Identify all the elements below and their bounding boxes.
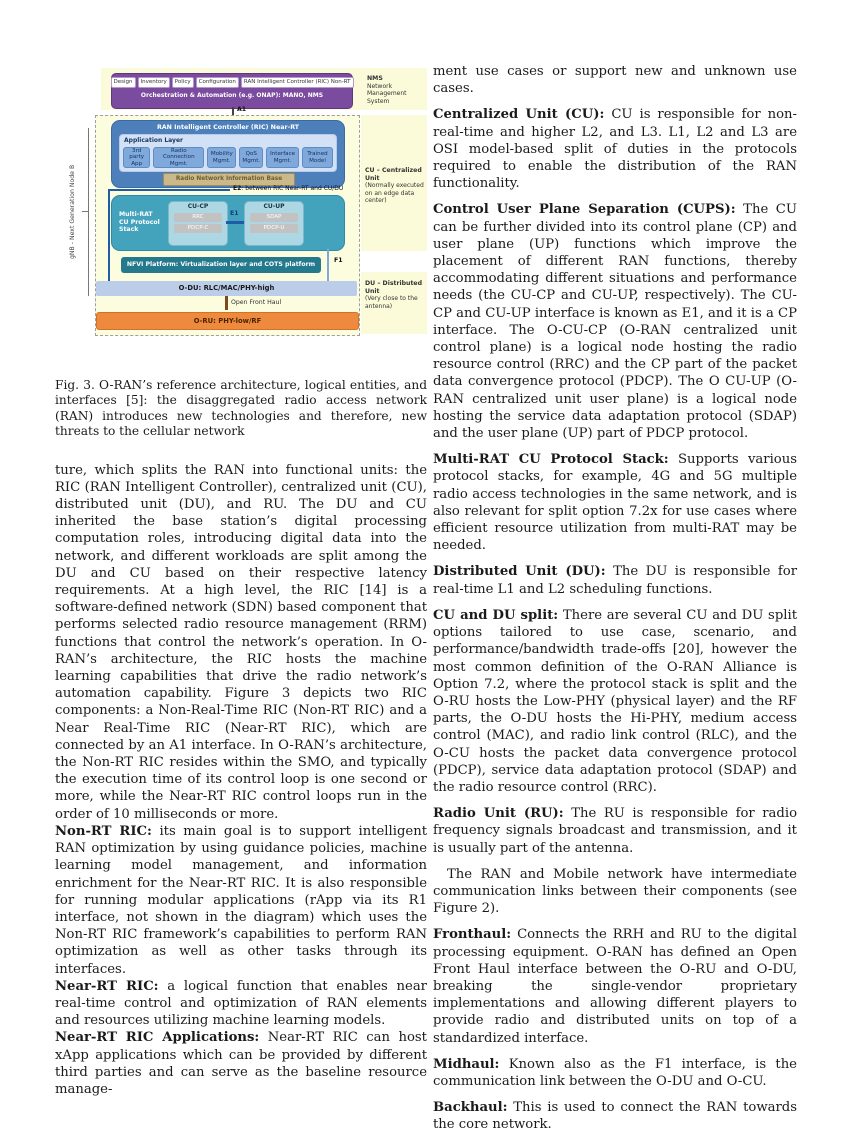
pdcp-u-chip: PDCP-U [250, 224, 298, 234]
f1-line [327, 249, 329, 281]
paragraph-multi-rat [433, 451, 797, 554]
du-side-label [361, 272, 427, 310]
paragraph-non-rt-ric [55, 823, 427, 978]
paragraph-cups [433, 201, 797, 442]
term-fronthaul: Fronthaul: [433, 927, 512, 943]
oru-bar: O-RU: PHY-low/RF [96, 312, 359, 330]
nfvi-box: NFVI Platform: Virtualization layer and COTS platform [121, 257, 321, 273]
text-non-rt-ric: its main goal is to support intelligent RAN optimization by using guidance policies, machine learning model management, and information enrichment for the Near-RT RIC. It is also responsible for running modular applications (rApp via its R1 interface, not shown in the diagram) which uses the Non-RT RIC framework’s capabilities to perform RAN optimization as well as other tasks through its interfaces. [55, 823, 427, 977]
near-rt-ric-box [111, 120, 345, 188]
paragraph-fronthaul [433, 926, 797, 1046]
cu-side-panel [361, 115, 427, 251]
paragraph-ran-mobile-links: The RAN and Mobile network have intermediate communication links between their components (see Figure 2). [433, 866, 797, 917]
nms-title: NMS [367, 75, 383, 82]
odu-bar: O-DU: RLC/MAC/PHY-high [96, 281, 357, 296]
cu-up-box [244, 201, 304, 246]
paragraph-continuation: ment use cases or support new and unknown use cases. [433, 64, 797, 97]
cu-side-desc: (Normally executed on an edge data center) [365, 182, 424, 204]
e1-label: E1 [230, 210, 239, 217]
application-layer-box [119, 134, 337, 172]
a1-label: A1 [237, 106, 247, 113]
smo-box [111, 73, 353, 109]
text-distributed-unit: The DU is responsible for real-time L1 and L2 scheduling functions. [433, 564, 798, 597]
right-column [433, 63, 797, 1143]
f1-label: F1 [334, 257, 343, 264]
smo-tab-inventory: Inventory [138, 77, 170, 88]
text-centralized-unit: CU is responsible for non-real-time and higher L2, and L3. L1, L2 and L3 are OSI model-based split of duties in the protocols required to enable the distribution of the RAN functionality. [433, 107, 797, 192]
app-radio-connection-mgmt: Radio Connection Mgmt. [153, 147, 204, 168]
term-distributed-unit: Distributed Unit (DU): [433, 564, 606, 580]
rrc-chip: RRC [174, 213, 222, 223]
app-qos-mgmt: QoS Mgmt. [239, 147, 263, 168]
paragraph-distributed-unit [433, 563, 797, 597]
text-radio-unit: The RU is responsible for radio frequency signals broadcast and transmission, and it is usually part of the antenna. [433, 806, 798, 856]
pdcp-c-chip: PDCP-C [174, 224, 222, 234]
e2-line-vertical [108, 189, 110, 285]
app-interface-mgmt: Interface Mgmt. [266, 147, 299, 168]
du-side-title: DU – Distributed Unit [365, 280, 423, 295]
text-near-rt-ric: a logical function that enables near real-time control and optimization of RAN elements and resources utilizing machine learning models. [55, 978, 427, 1029]
rnib-box: Radio Network Information Base [163, 173, 295, 186]
nms-side-label [367, 75, 425, 105]
paragraph-cu-du-split [433, 607, 797, 796]
term-midhaul: Midhaul: [433, 1056, 500, 1072]
paragraph-midhaul [433, 1056, 797, 1090]
app-mobility-mgmt: Mobility Mgmt. [207, 147, 236, 168]
smo-tab-design: Design [111, 77, 136, 88]
term-cups: Control User Plane Separation (CUPS): [433, 202, 736, 218]
fronthaul-line [225, 296, 228, 310]
cu-up-title: CU-UP [263, 203, 285, 210]
term-near-rt-ric-apps: Near-RT RIC Applications: [55, 1030, 260, 1046]
smo-tab-ric-non-rt: RAN Intelligent Controller (RIC) Non-RT [241, 77, 354, 88]
e2-label-rest: : between RIC Near-RT and CU/DU [241, 185, 344, 192]
gnb-label: gNB - Next Generation Node B [69, 164, 76, 260]
paragraph-architecture: ture, which splits the RAN into functional units: the RIC (RAN Intelligent Controller), centralized unit (CU), distributed unit (DU), and RU. The DU and CU inherited the base station’s digital processing computation roles, introducing digital data into the network, and different workloads are split among the DU and CU based on their respective latency requirements. At a high level, the RIC [14] is a software-defined network (SDN) based component that performs selected radio resource management (RRM) functions that control the network’s operation. In O-RAN’s architecture, the RIC hosts the machine learning capabilities that drive the radio network’s automation capability. Figure 3 depicts two RIC components: a Non-Real-Time RIC (Non-RT RIC) and a Near Real-Time RIC (Near-RT RIC), which are connected by an A1 interface. In O-RAN’s architecture, the Non-RT RIC resides within the SMO, and typically the execution time of its control loop is one second or more, while the Near-RT RIC control loops run in the order of 10 milliseconds or more. [55, 462, 427, 822]
figure-3-caption: Fig. 3. O-RAN’s reference architecture, logical entities, and interfaces [5]: the disaggregated radio access network (RAN) introduces new technologies and therefore, new threats to the cellular network [55, 378, 427, 439]
app-3rd-party: 3rd party App [123, 147, 150, 168]
cu-stack-title: Multi-RAT CU Protocol Stack [119, 211, 160, 233]
du-side-panel [361, 272, 427, 334]
text-fronthaul: Connects the RRH and RU to the digital processing equipment. O-RAN has defined an Open Front Haul interface between the O-RU and O-DU, breaking the single-vendor proprietary implementations and allowing different players to provide radio and distributed units on top of a standardized interface. [433, 927, 797, 1046]
application-layer-label: Application Layer [124, 137, 183, 144]
text-cups: The CU can be further divided into its control plane (CP) and user plane (UP) functions which improve the placement of different RAN functions, thereby accommodating different situations and performance needs (the CU-CP and CU-UP, respectively). The CU-CP and CU-UP interface is known as E1, and it is a CP interface. The O-CU-CP (O-RAN centralized unit control plane) is a logical node hosting the radio resource control (RRC) and the CP part of the packet data convergence protocol (PDCP). The O CU-UP (O-RAN centralized unit user plane) is a logical node hosting the service data adaptation protocol (SDAP) and the user plane (UP) part of PDCP protocol. [433, 202, 797, 442]
e2-label [233, 185, 343, 192]
gnb-bracket [88, 128, 90, 296]
app-row [123, 147, 333, 168]
term-backhaul: Backhaul: [433, 1100, 508, 1116]
e2-label-bold: E2 [233, 185, 242, 192]
term-non-rt-ric: Non-RT RIC: [55, 823, 152, 839]
paragraph-radio-unit [433, 805, 797, 857]
e1-line [226, 221, 244, 224]
text-midhaul: Known also as the F1 interface, is the communication link between the O-DU and O-CU. [433, 1056, 797, 1089]
cu-side-title: CU – Centralized Unit [365, 167, 422, 182]
paragraph-near-rt-ric-apps [55, 1029, 427, 1098]
text-near-rt-ric-apps: Near-RT RIC can host xApp applications which can be provided by different third parties and can serve as the baseline resource manage- [55, 1030, 427, 1097]
figure-3-diagram [55, 66, 433, 366]
du-side-desc: (Very close to the antenna) [365, 295, 418, 310]
text-multi-rat: Supports various protocol stacks, for example, 4G and 5G multiple radio access technologies in the same network, and is also relevant for split option 7.2x for use cases where efficient resource utilization from multi-RAT may be needed. [433, 452, 797, 554]
e2-line-horizontal [108, 189, 230, 191]
paragraph-centralized-unit [433, 106, 797, 192]
nms-desc: Network Management System [367, 82, 407, 105]
cu-stack-box [111, 195, 345, 251]
left-column [55, 66, 427, 1098]
text-cu-du-split: There are several CU and DU split options tailored to use case, scenario, and performance/bandwidth trade-offs [20], however the most common definition of the O-RAN Alliance is Option 7.2, where the protocol stack is split and the O-RU hosts the Low-PHY (physical layer) and the RF parts, the O-DU hosts the Hi-PHY, medium access control (MAC), and radio link control (RLC), and the O-CU hosts the packet data convergence protocol (PDCP), service data adaptation protocol (SDAP) and the radio resource control (RRC). [433, 607, 797, 795]
smo-tab-configuration: Configuration [196, 77, 239, 88]
smo-tab-policy: Policy [172, 77, 194, 88]
near-rt-ric-title: RAN Intelligent Controller (RIC) Near-RT [156, 124, 300, 131]
term-cu-du-split: CU and DU split: [433, 607, 559, 623]
text-backhaul: This is used to connect the RAN towards the core network. [433, 1100, 797, 1133]
cu-cp-title: CU-CP [187, 203, 209, 210]
term-radio-unit: Radio Unit (RU): [433, 806, 564, 822]
app-trained-model: Trained Model [302, 147, 333, 168]
fronthaul-label: Open Front Haul [231, 299, 282, 306]
paragraph-near-rt-ric [55, 978, 427, 1030]
cu-cp-box [168, 201, 228, 246]
term-multi-rat: Multi-RAT CU Protocol Stack: [433, 452, 669, 468]
paragraph-backhaul [433, 1099, 797, 1133]
smo-title: Orchestration & Automation (e.g. ONAP): MANO, NMS [140, 92, 324, 99]
sdap-chip: SDAP [250, 213, 298, 223]
cu-side-label [361, 115, 427, 205]
left-column-text [55, 462, 427, 1099]
term-centralized-unit: Centralized Unit (CU): [433, 107, 605, 123]
term-near-rt-ric: Near-RT RIC: [55, 978, 159, 994]
gnb-bracket-tick [82, 211, 88, 212]
smo-tab-row [115, 77, 349, 88]
